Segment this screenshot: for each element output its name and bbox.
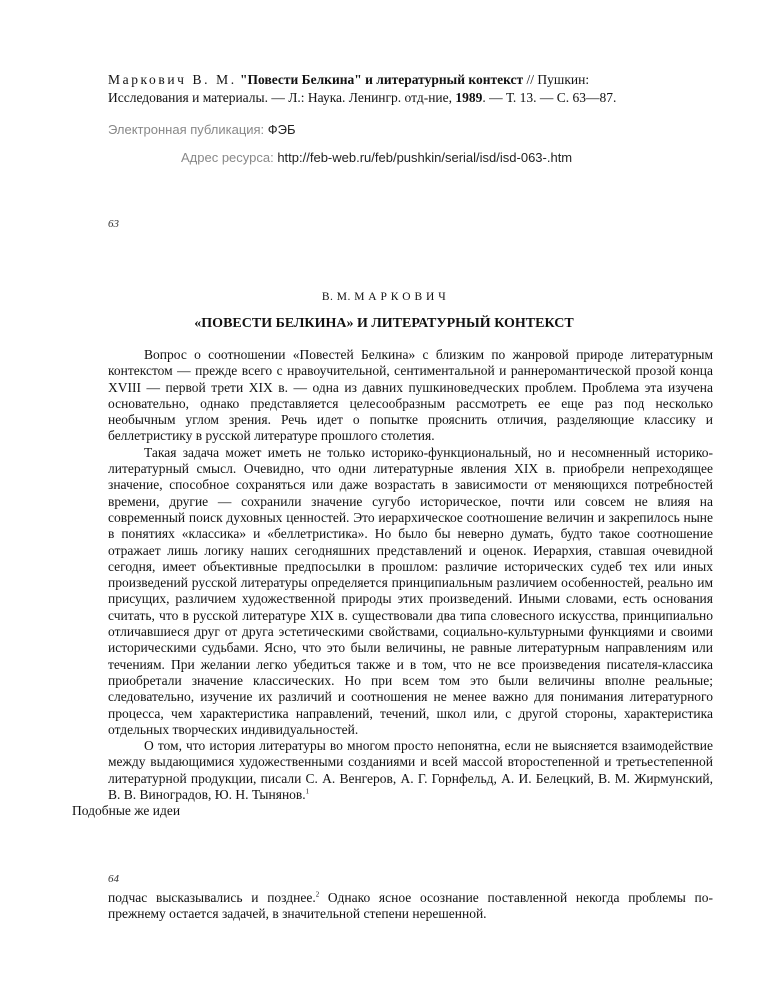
paragraph-4-text: подчас высказывались и позднее. xyxy=(108,890,316,905)
footnote-ref-2[interactable]: 2 xyxy=(315,890,320,899)
citation-author: Маркович В. М. xyxy=(108,72,237,87)
article-body xyxy=(72,347,713,820)
citation-source-3: . — Т. 13. — С. 63—87. xyxy=(482,90,617,105)
citation-source: // Пушкин: xyxy=(523,72,590,87)
paragraph-2: Такая задача может иметь не только историко-функциональный, но и несомненный историко-литературный смысл. Очевидно, что одни литературные явления XIX в. приобрели непреходящее значение, способное сохраняться или даже возрастать в зависимости от меняющихся потребностей времени, другие — сохранили значение сугубо историческое, почти или совсем не влияя на современный поиск духовных ценностей. Это иерархическое соотношение величин и закрепилось ныне в понятиях «классика» и «беллетристика». Но было бы неверно думать, будто такое соотношение отражает лишь логику наших сегодняшних представлений и оценок. Иерархия, ставшая очевидной сегодня, имеет объективные предпосылки в прошлом: различие исторических судеб тех или иных произведений русской литературы определяется принципиальным различием особенностей, реально им присущих, различием художественной природы этих произведений. Иными словами, есть основания считать, что в русской литературе XIX в. существовали два типа словесного искусства, принципиально отличавшиеся друг от друга эстетическими свойствами, социально-культурными функциями и своими историческими судьбами. Ясно, что это были величины, не равные литературным направлениям или течениям. При желании легко убедиться также и в том, что не все произведения писателя-классика приобретали значение классических. Но при всем том это были величины вполне реальные; следовательно, изучение их различий и соотношения не менее важно для понимания литературного процесса, чем характеристика направлений, течений, школ или, с другой стороны, характеристика отдельных творческих индивидуальностей. xyxy=(108,444,713,737)
citation-source-2: Исследования и материалы. — Л.: Наука. Ленингр. отд-ние, xyxy=(108,90,456,105)
paragraph-3-text: О том, что история литературы во многом просто непонятна, если не выясняется взаимодействие между выдающимися художественными созданиями и всей массой второстепенной и третьестепенной литературной продукции, писали С. А. Венгеров, А. Г. Горнфельд, А. И. Белецкий, В. М. Жирмунский, В. В. Виноградов, Ю. Н. Тынянов. xyxy=(108,738,713,803)
article-author: В. М. М А Р К О В И Ч xyxy=(321,291,447,303)
page-number-63: 63 xyxy=(108,218,119,230)
page-number-64: 64 xyxy=(108,873,119,885)
paragraph-4 xyxy=(108,890,713,923)
article-title: «ПОВЕСТИ БЕЛКИНА» И ЛИТЕРАТУРНЫЙ КОНТЕКСТ xyxy=(194,316,574,331)
footnote-ref-1[interactable]: 1 xyxy=(305,787,310,796)
address-line xyxy=(181,150,572,165)
publication-label: Электронная публикация: xyxy=(108,122,268,137)
citation-title: "Повести Белкина" и литературный контекст xyxy=(240,72,524,87)
article-body-continued xyxy=(108,890,713,923)
paragraph-3 xyxy=(72,738,713,819)
publication-line xyxy=(108,122,296,137)
address-label: Адрес ресурса: xyxy=(181,150,278,165)
publication-value: ФЭБ xyxy=(267,122,296,137)
paragraph-1: Вопрос о соотношении «Повестей Белкина» с близким по жанровой природе литературным контекстом — прежде всего с нравоучительной, сентиментальной и раннеромантической прозой конца XVIII — первой трети XIX в. — одна из давних пушкиноведческих проблем. Проблема эта изучена основательно, однако представляется целесообразным рассмотреть ее еще раз под несколько необычным углом зрения. Речь идет о попытке прояснить отличия, разделяющие классику и беллетристику в русской литературе прошлого столетия. xyxy=(108,347,713,444)
paragraph-3-end: Подобные же идеи xyxy=(72,803,181,819)
citation-year: 1989 xyxy=(455,90,483,105)
paragraph-4-end: Однако ясное осознание поставленной некогда проблемы по-прежнему остается задачей, в значительной степени нерешенной. xyxy=(108,890,713,922)
bibliographic-citation xyxy=(108,71,688,107)
address-url[interactable]: http://feb-web.ru/feb/pushkin/serial/isd/isd-063-.htm xyxy=(277,150,573,165)
